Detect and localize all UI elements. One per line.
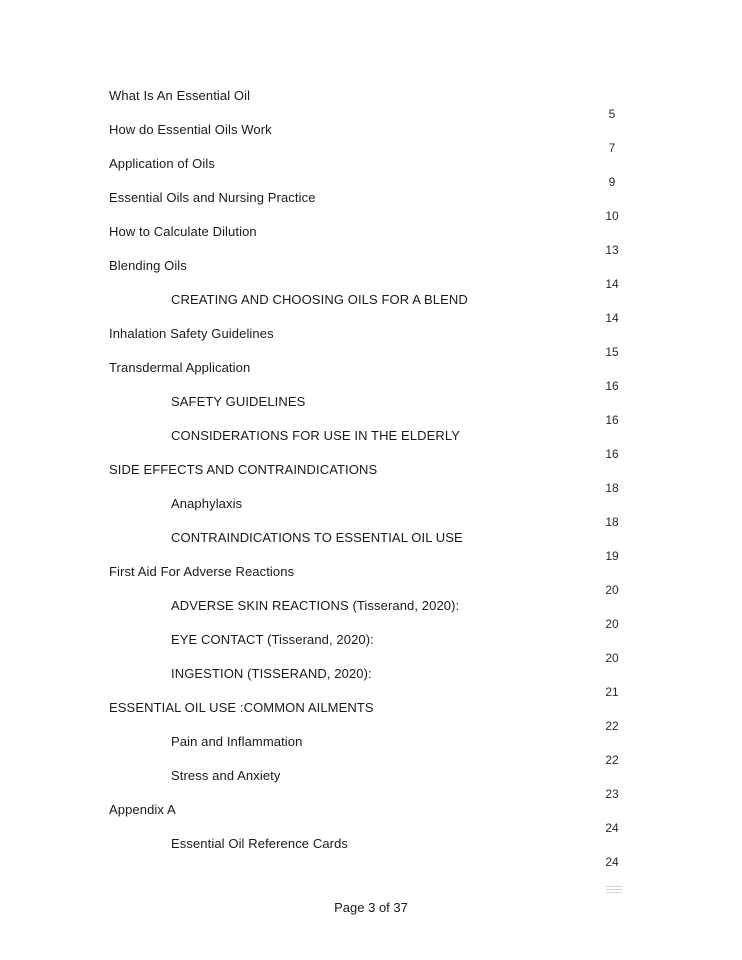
toc-entry[interactable]: Blending Oils [109,258,187,273]
toc-entry[interactable]: Transdermal Application [109,360,251,375]
faint-mark [604,884,624,900]
toc-page-number: 7 [608,141,616,155]
toc-entry[interactable]: ESSENTIAL OIL USE :COMMON AILMENTS [109,700,374,715]
toc-subentry[interactable]: ADVERSE SKIN REACTIONS (Tisserand, 2020): [171,598,460,613]
toc-page-number: 16 [605,413,619,427]
toc-entry[interactable]: SIDE EFFECTS AND CONTRAINDICATIONS [109,462,378,477]
toc-page-number: 10 [605,209,619,223]
toc-entry[interactable]: Inhalation Safety Guidelines [109,326,274,341]
toc-page-number: 19 [605,549,619,563]
toc-subentry[interactable]: Anaphylaxis [171,496,243,511]
toc-page-number: 16 [605,447,619,461]
toc-subentry[interactable]: INGESTION (TISSERAND, 2020): [171,666,372,681]
page-footer: Page 3 of 37 [334,900,408,915]
toc-page-number: 14 [605,311,619,325]
toc-page-number: 21 [605,685,619,699]
toc-page-number: 5 [608,107,616,121]
toc-page-number: 24 [605,821,619,835]
toc-page-number: 24 [605,855,619,869]
toc-subentry[interactable]: CREATING AND CHOOSING OILS FOR A BLEND [171,292,468,307]
toc-page-number: 22 [605,719,619,733]
toc-page-number: 20 [605,583,619,597]
toc-page-number: 14 [605,277,619,291]
toc-subentry[interactable]: Stress and Anxiety [171,768,281,783]
toc-entry[interactable]: First Aid For Adverse Reactions [109,564,295,579]
toc-page-number: 20 [605,617,619,631]
toc-entry[interactable]: How do Essential Oils Work [109,122,272,137]
toc-subentry[interactable]: EYE CONTACT (Tisserand, 2020): [171,632,374,647]
toc-page-number: 13 [605,243,619,257]
toc-entry[interactable]: How to Calculate Dilution [109,224,257,239]
toc-subentry[interactable]: CONTRAINDICATIONS TO ESSENTIAL OIL USE [171,530,463,545]
toc-page-number: 22 [605,753,619,767]
toc-page-number: 18 [605,481,619,495]
toc-page-number: 9 [608,175,616,189]
toc-entry[interactable]: Application of Oils [109,156,215,171]
toc-entry[interactable]: Appendix A [109,802,176,817]
toc-page-number: 23 [605,787,619,801]
toc-subentry[interactable]: CONSIDERATIONS FOR USE IN THE ELDERLY [171,428,461,443]
toc-subentry[interactable]: SAFETY GUIDELINES [171,394,306,409]
toc-page-number: 20 [605,651,619,665]
toc-entry[interactable]: Essential Oils and Nursing Practice [109,190,316,205]
toc-subentry[interactable]: Pain and Inflammation [171,734,303,749]
toc-page-number: 18 [605,515,619,529]
toc-entry[interactable]: What Is An Essential Oil [109,88,251,103]
toc-subentry[interactable]: Essential Oil Reference Cards [171,836,349,851]
toc-page-number: 16 [605,379,619,393]
toc-page-number: 15 [605,345,619,359]
